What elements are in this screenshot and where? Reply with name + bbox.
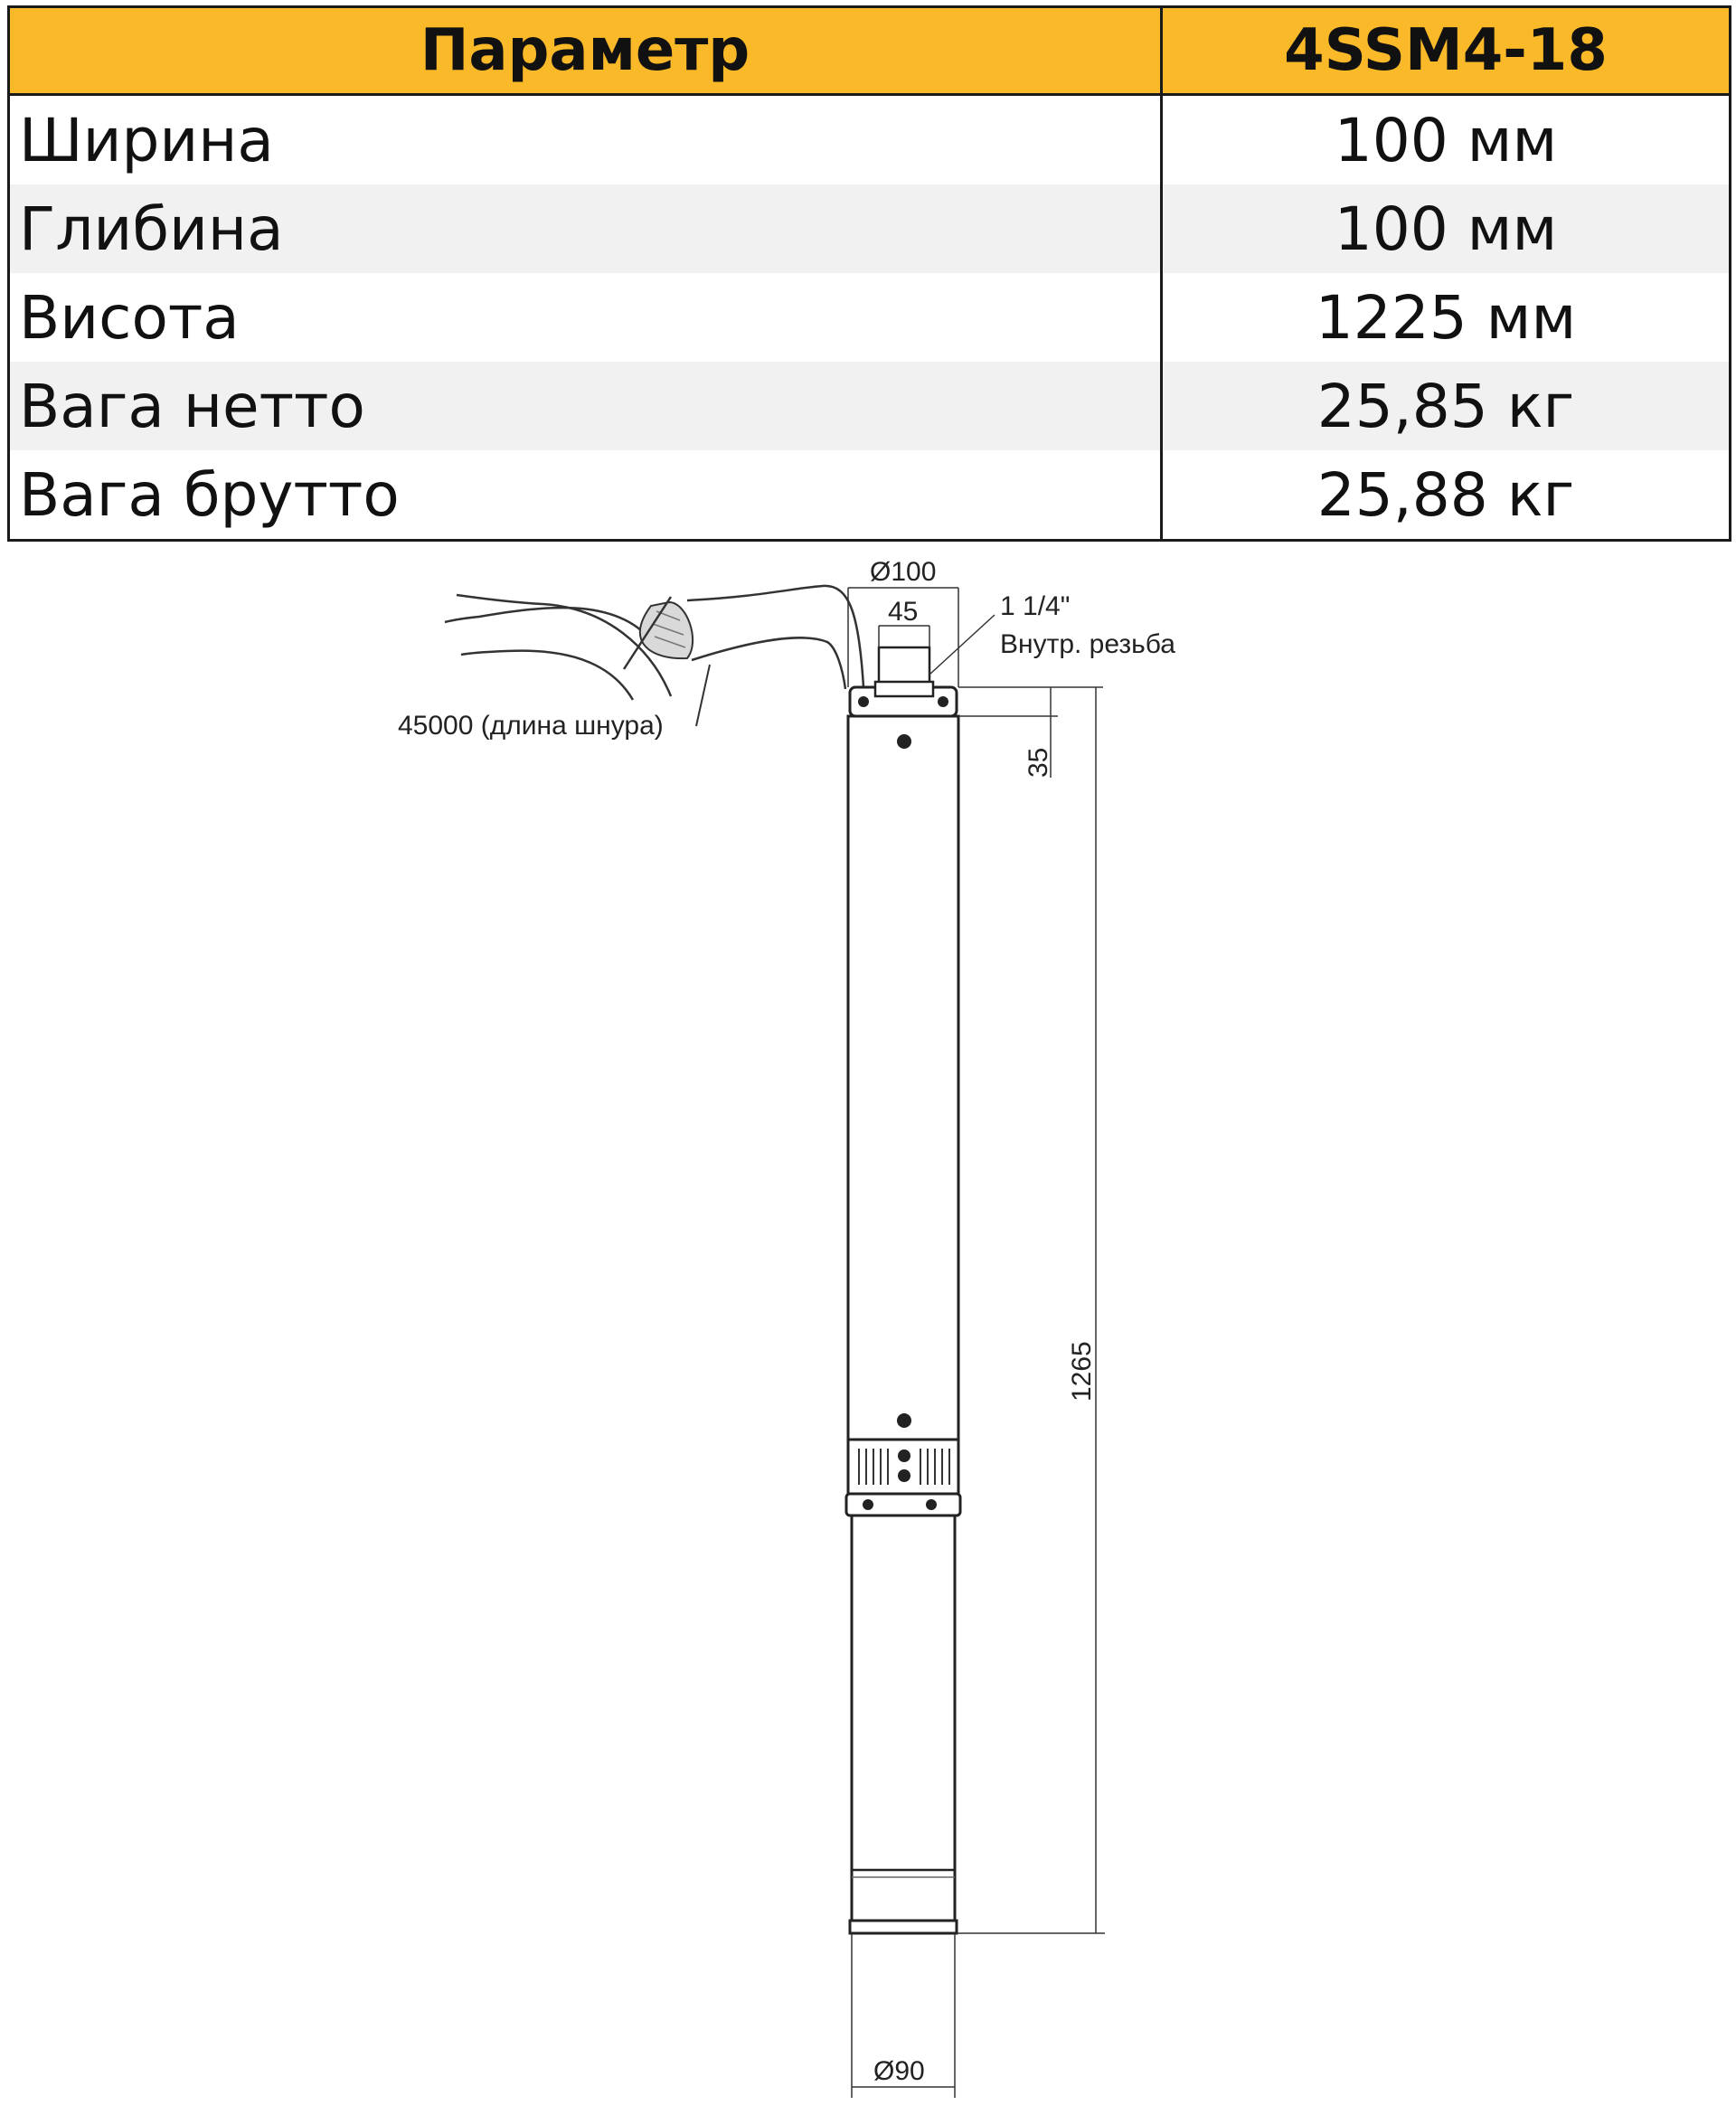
- thread-size-label: 1 1/4": [1000, 591, 1071, 621]
- table-row: [9, 95, 1731, 185]
- diameter-bottom-label: Ø90: [873, 2056, 925, 2086]
- value-gross-weight: 25,88 кг: [1162, 450, 1731, 541]
- table-row: [9, 450, 1731, 541]
- header-param: Параметр: [9, 7, 1162, 95]
- body-bolt-bottom: [897, 1413, 911, 1428]
- screen-bolt-2: [898, 1469, 910, 1482]
- value-depth: 100 мм: [1162, 184, 1731, 273]
- thread-note-label: Внутр. резьба: [1000, 629, 1175, 659]
- pump-hydraulic-body: [848, 716, 958, 1440]
- table-row: [9, 362, 1731, 450]
- total-height-label: 1265: [1067, 1341, 1097, 1402]
- cord-line-inner: [692, 637, 845, 689]
- pump-dimension-drawing: [0, 561, 1736, 2115]
- table-row: [9, 273, 1731, 362]
- cord-leader-line: [696, 665, 710, 726]
- outlet-nut: [875, 682, 933, 696]
- spec-table: [7, 5, 1731, 542]
- diameter-top-label: Ø100: [870, 561, 937, 587]
- value-net-weight: 25,85 кг: [1162, 362, 1731, 450]
- top-offset-label: 35: [1024, 747, 1053, 778]
- param-gross-weight: Вага брутто: [9, 450, 1162, 541]
- table-header-row: [9, 7, 1731, 95]
- value-height: 1225 мм: [1162, 273, 1731, 362]
- param-height: Висота: [9, 273, 1162, 362]
- screen-bolt-1: [898, 1449, 910, 1462]
- motor-base: [850, 1921, 957, 1933]
- value-width: 100 мм: [1162, 95, 1731, 185]
- cord-length-label: 45000 (длина шнура): [398, 711, 664, 741]
- param-width: Ширина: [9, 95, 1162, 185]
- cord-line-outer: [687, 586, 863, 687]
- pump-motor: [852, 1515, 955, 1921]
- table-row: [9, 184, 1731, 273]
- cap-bolt-right: [938, 696, 948, 707]
- body-bolt-top: [897, 734, 911, 749]
- header-model: 4SSM4-18: [1162, 7, 1731, 95]
- thread-leader-line: [929, 615, 995, 675]
- cord-cut-end: [624, 597, 693, 669]
- coupling-bolt-right: [926, 1499, 937, 1510]
- param-net-weight: Вага нетто: [9, 362, 1162, 450]
- outlet-width-label: 45: [888, 597, 919, 627]
- cap-bolt-left: [858, 696, 869, 707]
- param-depth: Глибина: [9, 184, 1162, 273]
- coupling-bolt-left: [863, 1499, 873, 1510]
